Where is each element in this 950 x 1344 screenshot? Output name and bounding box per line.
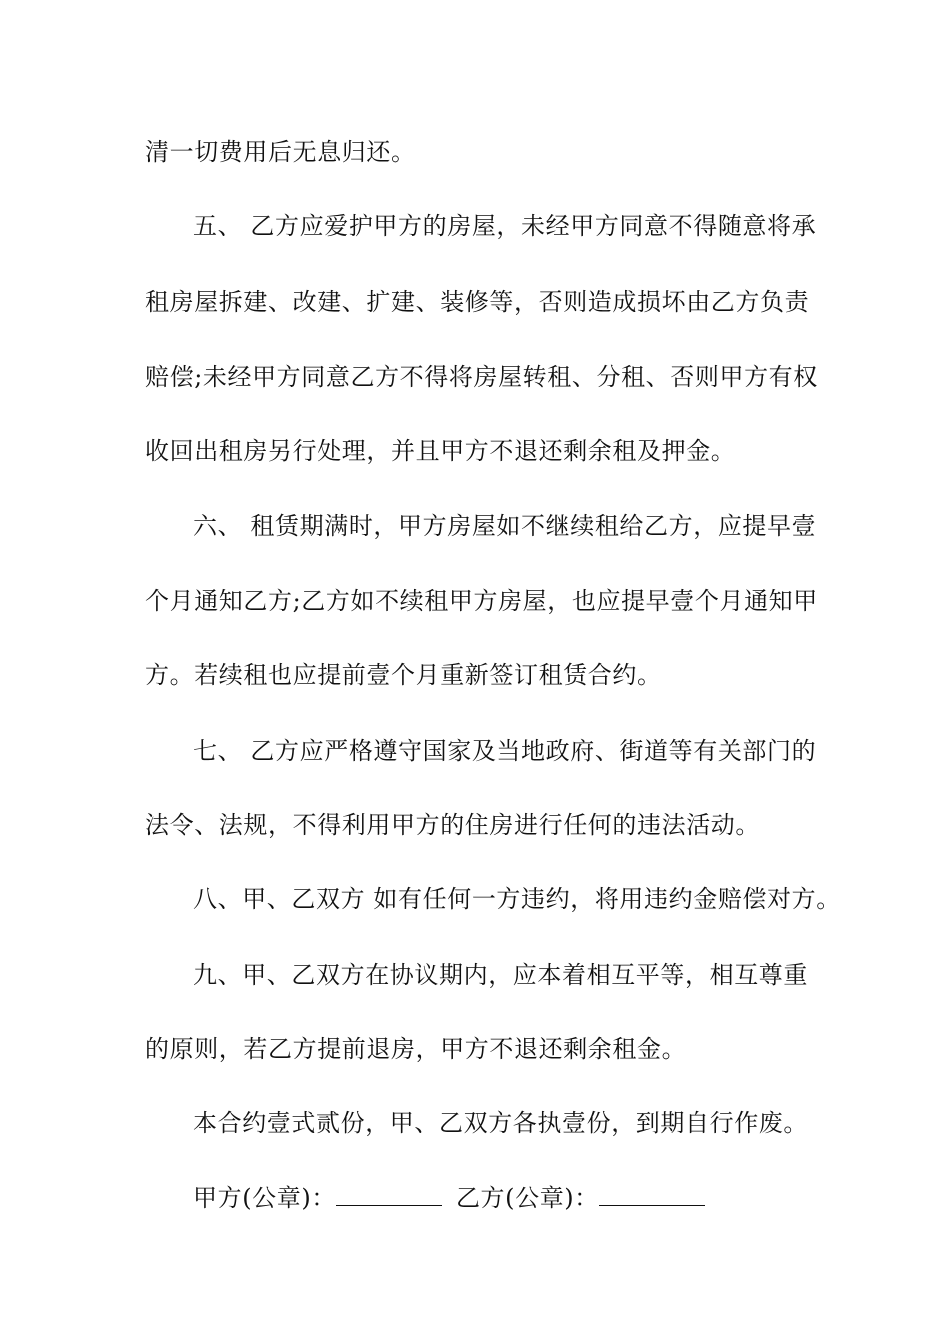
party-b-signature-field[interactable] — [599, 1185, 705, 1206]
text-line: 清一切费用后无息归还。 — [145, 138, 416, 166]
text-line: 法令、法规，不得利用甲方的住房进行任何的违法活动。 — [145, 811, 760, 839]
text-line: 收回出租房另行处理，并且甲方不退还剩余租及押金。 — [145, 437, 736, 465]
text-line: 八、甲、乙双方 如有任何一方违约，将用违约金赔偿对方。 — [193, 885, 841, 913]
party-a-signature-field[interactable] — [336, 1185, 442, 1206]
text-line: 个月通知乙方;乙方如不续租甲方房屋，也应提早壹个月通知甲 — [145, 587, 818, 615]
text-line: 本合约壹式贰份，甲、乙双方各执壹份，到期自行作废。 — [193, 1109, 808, 1137]
text-line: 赔偿;未经甲方同意乙方不得将房屋转租、分租、否则甲方有权 — [145, 363, 818, 391]
party-a-label: 甲方(公章)： — [193, 1184, 336, 1212]
text-line: 方。若续租也应提前壹个月重新签订租赁合约。 — [145, 661, 662, 689]
text-line: 租房屋拆建、改建、扩建、装修等，否则造成损坏由乙方负责 — [145, 288, 810, 316]
signature-line — [193, 1183, 705, 1213]
text-line: 九、甲、乙双方在协议期内，应本着相互平等，相互尊重 — [193, 961, 808, 989]
text-line: 七、 乙方应严格遵守国家及当地政府、街道等有关部门的 — [193, 737, 817, 765]
text-line: 五、 乙方应爱护甲方的房屋，未经甲方同意不得随意将承 — [193, 212, 817, 240]
text-line: 的原则，若乙方提前退房，甲方不退还剩余租金。 — [145, 1035, 687, 1063]
text-line: 六、 租赁期满时，甲方房屋如不继续租给乙方，应提早壹 — [193, 512, 817, 540]
party-b-label: 乙方(公章)： — [455, 1184, 599, 1212]
